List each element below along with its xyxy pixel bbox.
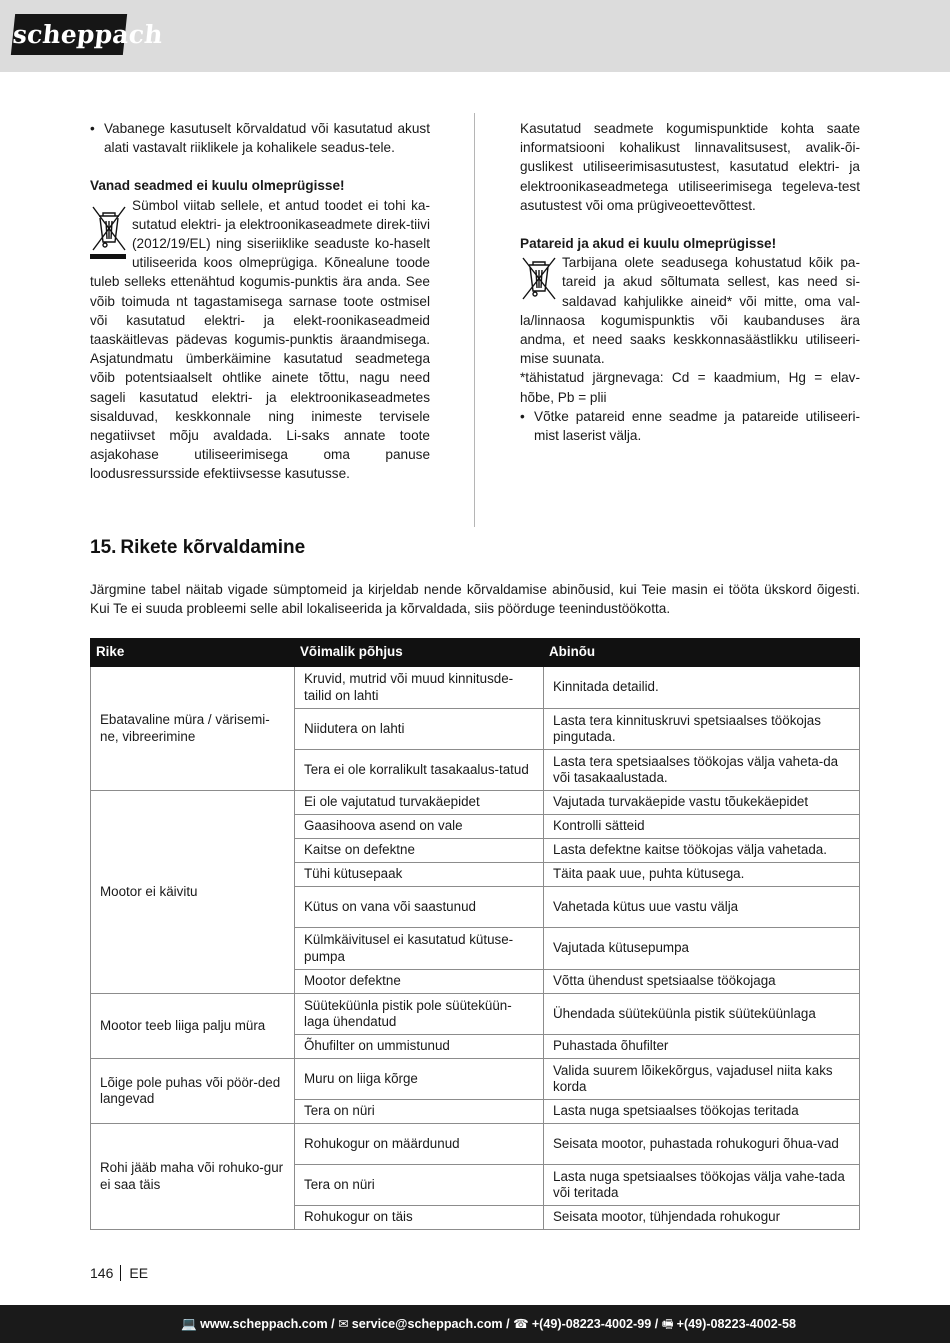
page-header xyxy=(0,0,950,72)
email-link[interactable]: service@scheppach.com xyxy=(351,1317,503,1331)
cause-cell: Gaasihoova asend on vale xyxy=(295,815,544,839)
cause-cell: Tera on nüri xyxy=(295,1165,544,1206)
cause-cell: Õhufilter on ummistunud xyxy=(295,1035,544,1059)
remedy-cell: Täita paak uue, puhta kütusega. xyxy=(544,863,860,887)
fault-cell: Mootor ei käivitu xyxy=(91,791,295,994)
crossed-out-bin-icon xyxy=(520,257,558,301)
battery-disposal-bullet: • Vabanege kasutuselt kõrvaldatud või kasutatud akust alati vastavalt riiklikele ja kohalikele seadus-tele. xyxy=(90,119,430,157)
table-row xyxy=(91,1059,860,1100)
cause-cell: Ei ole vajutatud turvakäepidet xyxy=(295,791,544,815)
remedy-cell: Ühendada süüteküünla pistik süüteküünlaga xyxy=(544,994,860,1035)
remedy-cell: Lasta tera spetsiaalses töökojas välja vaheta-da või tasakaalustada. xyxy=(544,750,860,791)
fault-cell: Rohi jääb maha või rohuko-gur ei saa täis xyxy=(91,1124,295,1230)
cause-cell: Tera on nüri xyxy=(295,1100,544,1124)
cause-cell: Mootor defektne xyxy=(295,970,544,994)
cause-cell: Rohukogur on määrdunud xyxy=(295,1124,544,1165)
cause-cell: Muru on liiga kõrge xyxy=(295,1059,544,1100)
fault-cell: Mootor teeb liiga palju müra xyxy=(91,994,295,1059)
remedy-cell: Lasta defektne kaitse töökojas välja vahetada. xyxy=(544,839,860,863)
table-row xyxy=(91,791,860,815)
section-title-text: Rikete kõrvaldamine xyxy=(120,537,306,558)
fax-number: +(49)-08223-4002-58 xyxy=(676,1317,796,1331)
remedy-cell: Lasta nuga spetsiaalses töökojas välja vahe-tada või teritada xyxy=(544,1165,860,1206)
page-number: 146 xyxy=(90,1265,114,1281)
remedy-cell: Lasta tera kinnituskruvi spetsiaalses töökojas pingutada. xyxy=(544,709,860,750)
cause-cell: Kütus on vana või saastunud xyxy=(295,887,544,928)
battery-text: Tarbijana olete seadusega kohustatud kõik pa-tareid ja akud sõltumata sellest, kas need si-saldavad kahjulikke aineid* või mitte, oma val-la/linnaosa kogumispunktis või kaubanduses ära andma, et need saaks keskkonnasäästlikku utiliseeri-mise suunata. xyxy=(520,255,860,367)
remedy-cell: Vajutada kütusepumpa xyxy=(544,928,860,970)
remedy-cell: Lasta nuga spetsiaalses töökojas teritada xyxy=(544,1100,860,1124)
right-column xyxy=(520,119,860,445)
cause-cell: Tera ei ole korralikult tasakaalus-tatud xyxy=(295,750,544,791)
footnote: *tähistatud järgnevaga: Cd = kaadmium, Hg = elav-hõbe, Pb = plii xyxy=(520,370,860,405)
table-body xyxy=(91,667,860,1230)
phone-icon: ☎ xyxy=(513,1317,529,1331)
laptop-icon: 💻 xyxy=(181,1317,198,1331)
header-cause: Võimalik põhjus xyxy=(295,639,544,667)
remove-batteries-bullet: • Võtke patareid enne seadme ja patareide utiliseeri-mist laserist välja. xyxy=(520,407,860,445)
table-row xyxy=(91,667,860,709)
cause-cell: Niidutera on lahti xyxy=(295,709,544,750)
section-number: 15. xyxy=(90,537,117,558)
cause-cell: Rohukogur on täis xyxy=(295,1206,544,1230)
language-code: EE xyxy=(129,1265,149,1281)
cause-cell: Kaitse on defektne xyxy=(295,839,544,863)
left-column xyxy=(90,119,430,484)
cause-cell: Süüteküünla pistik pole süüteküün-laga ühendatud xyxy=(295,994,544,1035)
troubleshooting-table xyxy=(90,638,860,1230)
page-footer-bar: 💻 www.scheppach.com / ✉ service@scheppach.com / ☎ +(49)-08223-4002-99 / 🖷 +(49)-08223-4002-58 xyxy=(0,1305,950,1343)
header-remedy: Abinõu xyxy=(544,639,860,667)
table-row xyxy=(91,1124,860,1165)
battery-heading: Patareid ja akud ei kuulu olmeprügisse! xyxy=(520,236,777,252)
cause-cell: Tühi kütusepaak xyxy=(295,863,544,887)
remedy-cell: Kinnitada detailid. xyxy=(544,667,860,709)
remedy-cell: Seisata mootor, puhastada rohukoguri õhua-vad xyxy=(544,1124,860,1165)
cause-cell: Külmkäivitusel ei kasutatud kütuse-pumpa xyxy=(295,928,544,970)
table-row xyxy=(91,994,860,1035)
remedy-cell: Kontrolli sätteid xyxy=(544,815,860,839)
cause-cell: Kruvid, mutrid või muud kinnitusde-tailid on lahti xyxy=(295,667,544,709)
collection-info-paragraph: Kasutatud seadmete kogumispunktide kohta saate informatsiooni kohalikust linnavalitsusest, avalik-õi-guslikest utiliseerimisasutustest, kasutatud elektri- ja elektroonikaseadmetega utiliseerimisega tegeleva-test asutustest või oma prügiveoettevõttest. xyxy=(520,121,860,213)
section-title xyxy=(90,537,305,559)
battery-block xyxy=(520,253,860,368)
website-link[interactable]: www.scheppach.com xyxy=(200,1317,328,1331)
crossed-out-bin-icon xyxy=(90,202,128,262)
table-header-row xyxy=(91,639,860,667)
remedy-cell: Vajutada turvakäepide vastu tõukekäepidet xyxy=(544,791,860,815)
mail-icon: ✉ xyxy=(338,1317,349,1331)
page-footer-number xyxy=(90,1265,148,1281)
scheppach-logo: scheppach xyxy=(11,14,127,55)
remedy-cell: Puhastada õhufilter xyxy=(544,1035,860,1059)
remedy-cell: Vahetada kütus uue vastu välja xyxy=(544,887,860,928)
remedy-cell: Võtta ühendust spetsiaalse töökojaga xyxy=(544,970,860,994)
weee-heading: Vanad seadmed ei kuulu olmeprügisse! xyxy=(90,178,345,194)
remedy-cell: Valida suurem lõikekõrgus, vajadusel niita kaks korda xyxy=(544,1059,860,1100)
remedy-cell: Seisata mootor, tühjendada rohukogur xyxy=(544,1206,860,1230)
section-intro: Järgmine tabel näitab vigade sümptomeid ja kirjeldab nende kõrvaldamise abinõusid, kui Teie masin ei tööta ükskord õigesti. Kui Te ei suuda probleemi selle abil lokaliseerida ja kõrvaldada, siis pöörduge teenindustöökotta. xyxy=(90,582,860,616)
fault-cell: Lõige pole puhas või pöör-ded langevad xyxy=(91,1059,295,1124)
weee-text: Sümbol viitab sellele, et antud toodet ei tohi ka-sutatud elektri- ja elektroonikaseadmete direk-tiivi (2012/19/EL) ning siseriiklike seaduste ko-haselt utiliseerida koos olmeprügiga. Kõnealune toode tuleb selleks ettenähtud kogumis-punktis ära anda. See võib toimuda nt tagastamisega sarnase toote ostmisel või kasutatud elektri- ja elekt-roonikaseadmeid taaskäitlevas pädevas kogumis-punktis äraandmisega. Asjatundmatu ümberkäimine kasutatud seadmetega võib potentsiaalselt ohtlike ainete tõttu, nagu need sageli kasutatud elektri- ja elektroonikaseadmetes sisalduvad, keskkonnale ning inimeste tervisele negatiivset mõju avaldada. Li-saks annate toote asjakohase utiliseerimisega oma panuse loodusressursside efektiivsesse kasutusse. xyxy=(90,197,430,482)
column-divider xyxy=(474,113,475,527)
header-fault: Rike xyxy=(91,639,295,667)
fault-cell: Ebatavaline müra / värisemi-ne, vibreerimine xyxy=(91,667,295,791)
phone-number: +(49)-08223-4002-99 xyxy=(531,1317,652,1331)
fax-icon: 🖷 xyxy=(661,1317,674,1331)
weee-block xyxy=(90,196,430,484)
